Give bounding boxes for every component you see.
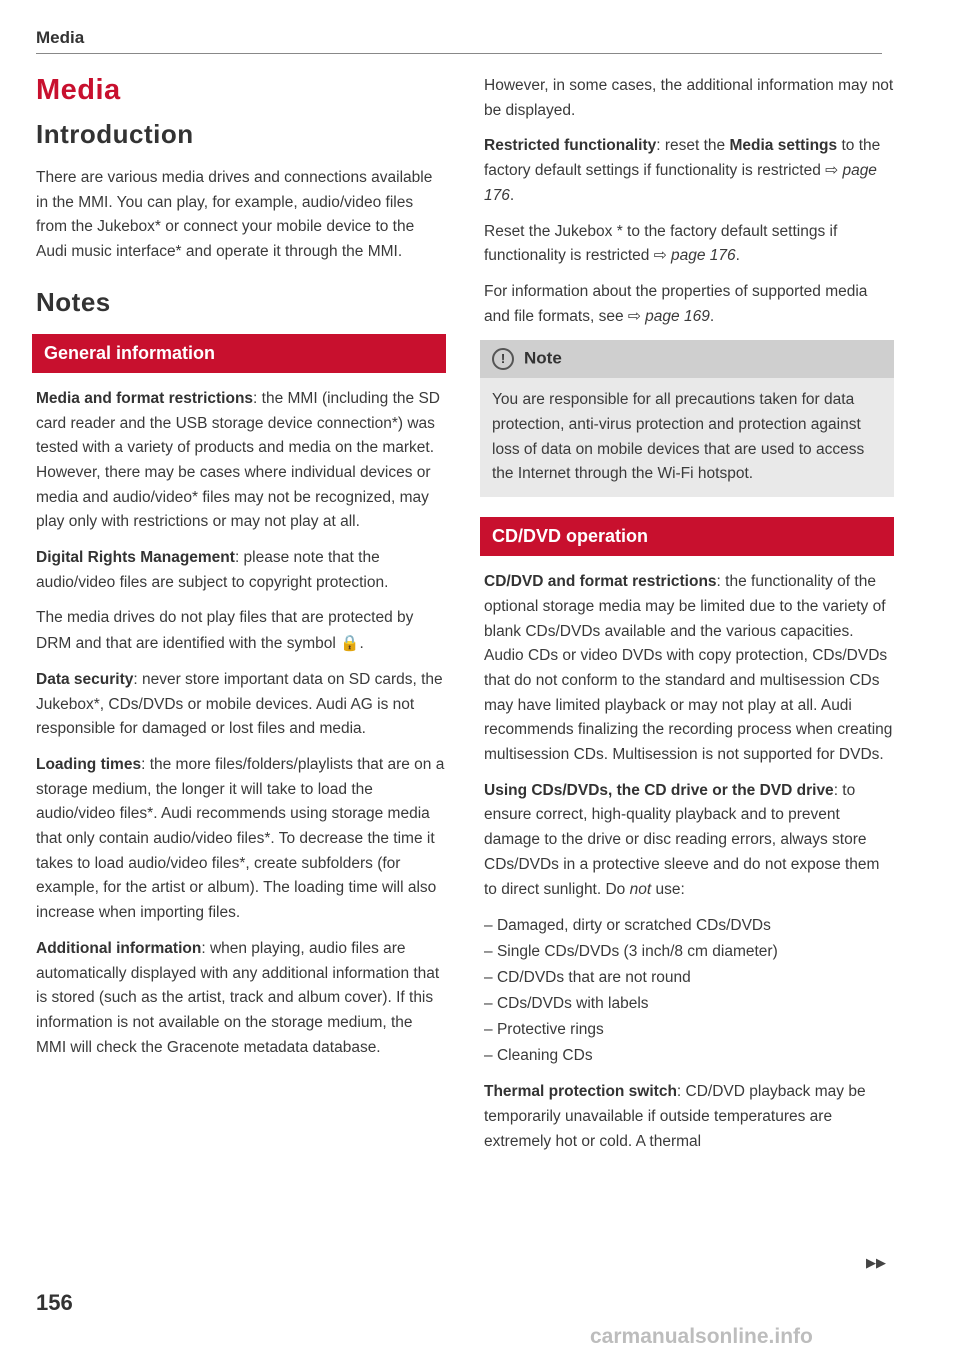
- additional-info-continued: However, in some cases, the additional information may not be displayed.: [484, 77, 894, 119]
- running-header: Media: [36, 28, 85, 47]
- exclamation-circle-icon: !: [492, 348, 514, 370]
- page-reference-link[interactable]: ⇨ page 176: [653, 247, 736, 265]
- note-title: Note: [524, 348, 562, 368]
- list-item: – Cleaning CDs: [484, 1043, 894, 1069]
- term: CD/DVD and format restrictions: [484, 573, 717, 591]
- media-format-restrictions-paragraph: [36, 387, 446, 535]
- note-text: You are responsible for all precautions taken for data protection, anti-virus protection and protection against loss of data on mobile devices that are used to access the Internet through the Wi-Fi hotspot.: [492, 391, 865, 483]
- list-item: – Damaged, dirty or scratched CDs/DVDs: [484, 913, 894, 939]
- thermal-protection-paragraph: [484, 1080, 894, 1154]
- text: .: [735, 247, 740, 265]
- drm-symbol-paragraph: [36, 606, 446, 656]
- introduction-heading: Introduction: [36, 119, 194, 149]
- text: The media drives do not play files that are protected by DRM and that are identified with the symbol: [36, 609, 414, 653]
- text: to the factory default settings if functionality is restricted: [484, 137, 881, 180]
- list-item: – CDs/DVDs with labels: [484, 991, 894, 1017]
- data-security-paragraph: [36, 668, 446, 742]
- drm-paragraph: [36, 546, 446, 595]
- page-title: Media: [36, 74, 121, 106]
- formats-info-paragraph: [484, 280, 894, 329]
- list-item: – Protective rings: [484, 1017, 894, 1043]
- text: : to ensure correct, high-quality playback and to prevent damage to the drive or disc reading errors, always store CDs/DVDs in a protective sleeve and do not expose them to direct sunlight. Do: [484, 781, 880, 898]
- page-reference-link[interactable]: ⇨ page 176: [484, 162, 877, 204]
- term: Digital Rights Management: [36, 549, 235, 567]
- text: : reset the: [656, 137, 730, 155]
- intro-paragraph: There are various media drives and connections available in the MMI. You can play, for example, audio/video files from the Jukebox* or connect your mobile device to the Audi music interface* and operate it through the MMI.: [36, 169, 433, 261]
- reset-jukebox-paragraph: [484, 220, 894, 269]
- right-column: [484, 74, 894, 1165]
- text: : when playing, audio files are automatically displayed with any additional information that is stored (such as the artist, track and album cover). If this information is not available on the storage medium, the MMI will check the Gracenote metadata database.: [36, 939, 440, 1056]
- term: Data security: [36, 670, 134, 688]
- additional-information-paragraph: [36, 937, 446, 1061]
- term: Media and format restrictions: [36, 389, 254, 407]
- list-item: – Single CDs/DVDs (3 inch/8 cm diameter): [484, 939, 894, 965]
- text: : the MMI (including the SD card reader and the USB storage device connection*) was tested with a variety of products and media on the market. However, there may be cases where individual devices or media and audio/video* files may not be recognized, may play only with restrictions or may not play at all.: [36, 389, 440, 531]
- list-item: – CD/DVDs that are not round: [484, 965, 894, 991]
- note-box: [480, 340, 894, 497]
- text: Reset the Jukebox * to the factory default settings if functionality is restricted: [484, 222, 838, 265]
- header-rule: [36, 53, 882, 54]
- left-column: [36, 70, 446, 1071]
- term: Restricted functionality: [484, 137, 657, 155]
- continue-arrow-icon: ▶▶: [866, 1255, 886, 1270]
- page-number: 156: [36, 1290, 73, 1315]
- text: : please note that the audio/video files are subject to copyright protection.: [36, 549, 389, 591]
- text: .: [509, 186, 515, 204]
- using-cds-paragraph: [484, 779, 894, 903]
- cd-dvd-restrictions-paragraph: [484, 570, 894, 768]
- term: Using CDs/DVDs, the CD drive or the DVD drive: [484, 781, 834, 799]
- do-not-use-list: [484, 913, 894, 1069]
- note-header: [480, 340, 894, 378]
- loading-times-paragraph: [36, 753, 446, 926]
- term: Thermal protection switch: [484, 1083, 677, 1101]
- general-information-banner: General information: [32, 334, 446, 373]
- page-reference-link[interactable]: ⇨ page 169: [627, 307, 710, 325]
- text: .: [709, 307, 715, 325]
- term: Media settings: [729, 137, 838, 155]
- text: : the more files/folders/playlists that are on a storage medium, the longer it will take to load the audio/video files*. Audi recommends using storage media that only contain audio/video files*. To decrease the time it takes to load audio/video files*, create subfolders (for example, for the artist or album). The loading time will also increase when importing files.: [36, 755, 445, 922]
- text: .: [359, 635, 364, 653]
- text: : the functionality of the optional storage media may be limited due to the variety of blank CDs/DVDs available and the various capacities. Audio CDs or video DVDs with copy protection, CDs/DVDs that do not conform to the standard and multisession CDs may have limited playback or may not play at all. Audi recommends finalizing the recording process when creating multisession CDs. Multisession is not supported for DVDs.: [484, 573, 893, 764]
- text: For information about the properties of supported media and file formats, see: [484, 282, 868, 325]
- text: use:: [651, 880, 685, 898]
- restricted-functionality-paragraph: [484, 134, 894, 208]
- notes-heading: Notes: [36, 286, 111, 317]
- text: : never store important data on SD cards, the Jukebox*, CDs/DVDs or mobile devices. Audi AG is not responsible for damaged or lost files and media.: [36, 670, 443, 738]
- cd-dvd-operation-banner: CD/DVD operation: [480, 517, 894, 556]
- watermark: carmanualsonline.info: [590, 1325, 813, 1348]
- term: Additional information: [36, 939, 202, 957]
- term: Loading times: [36, 755, 142, 773]
- text: : CD/DVD playback may be temporarily unavailable if outside temperatures are extremely hot or cold. A thermal: [484, 1083, 866, 1150]
- emphasis: not: [629, 880, 652, 898]
- lock-icon: 🔒: [340, 634, 360, 653]
